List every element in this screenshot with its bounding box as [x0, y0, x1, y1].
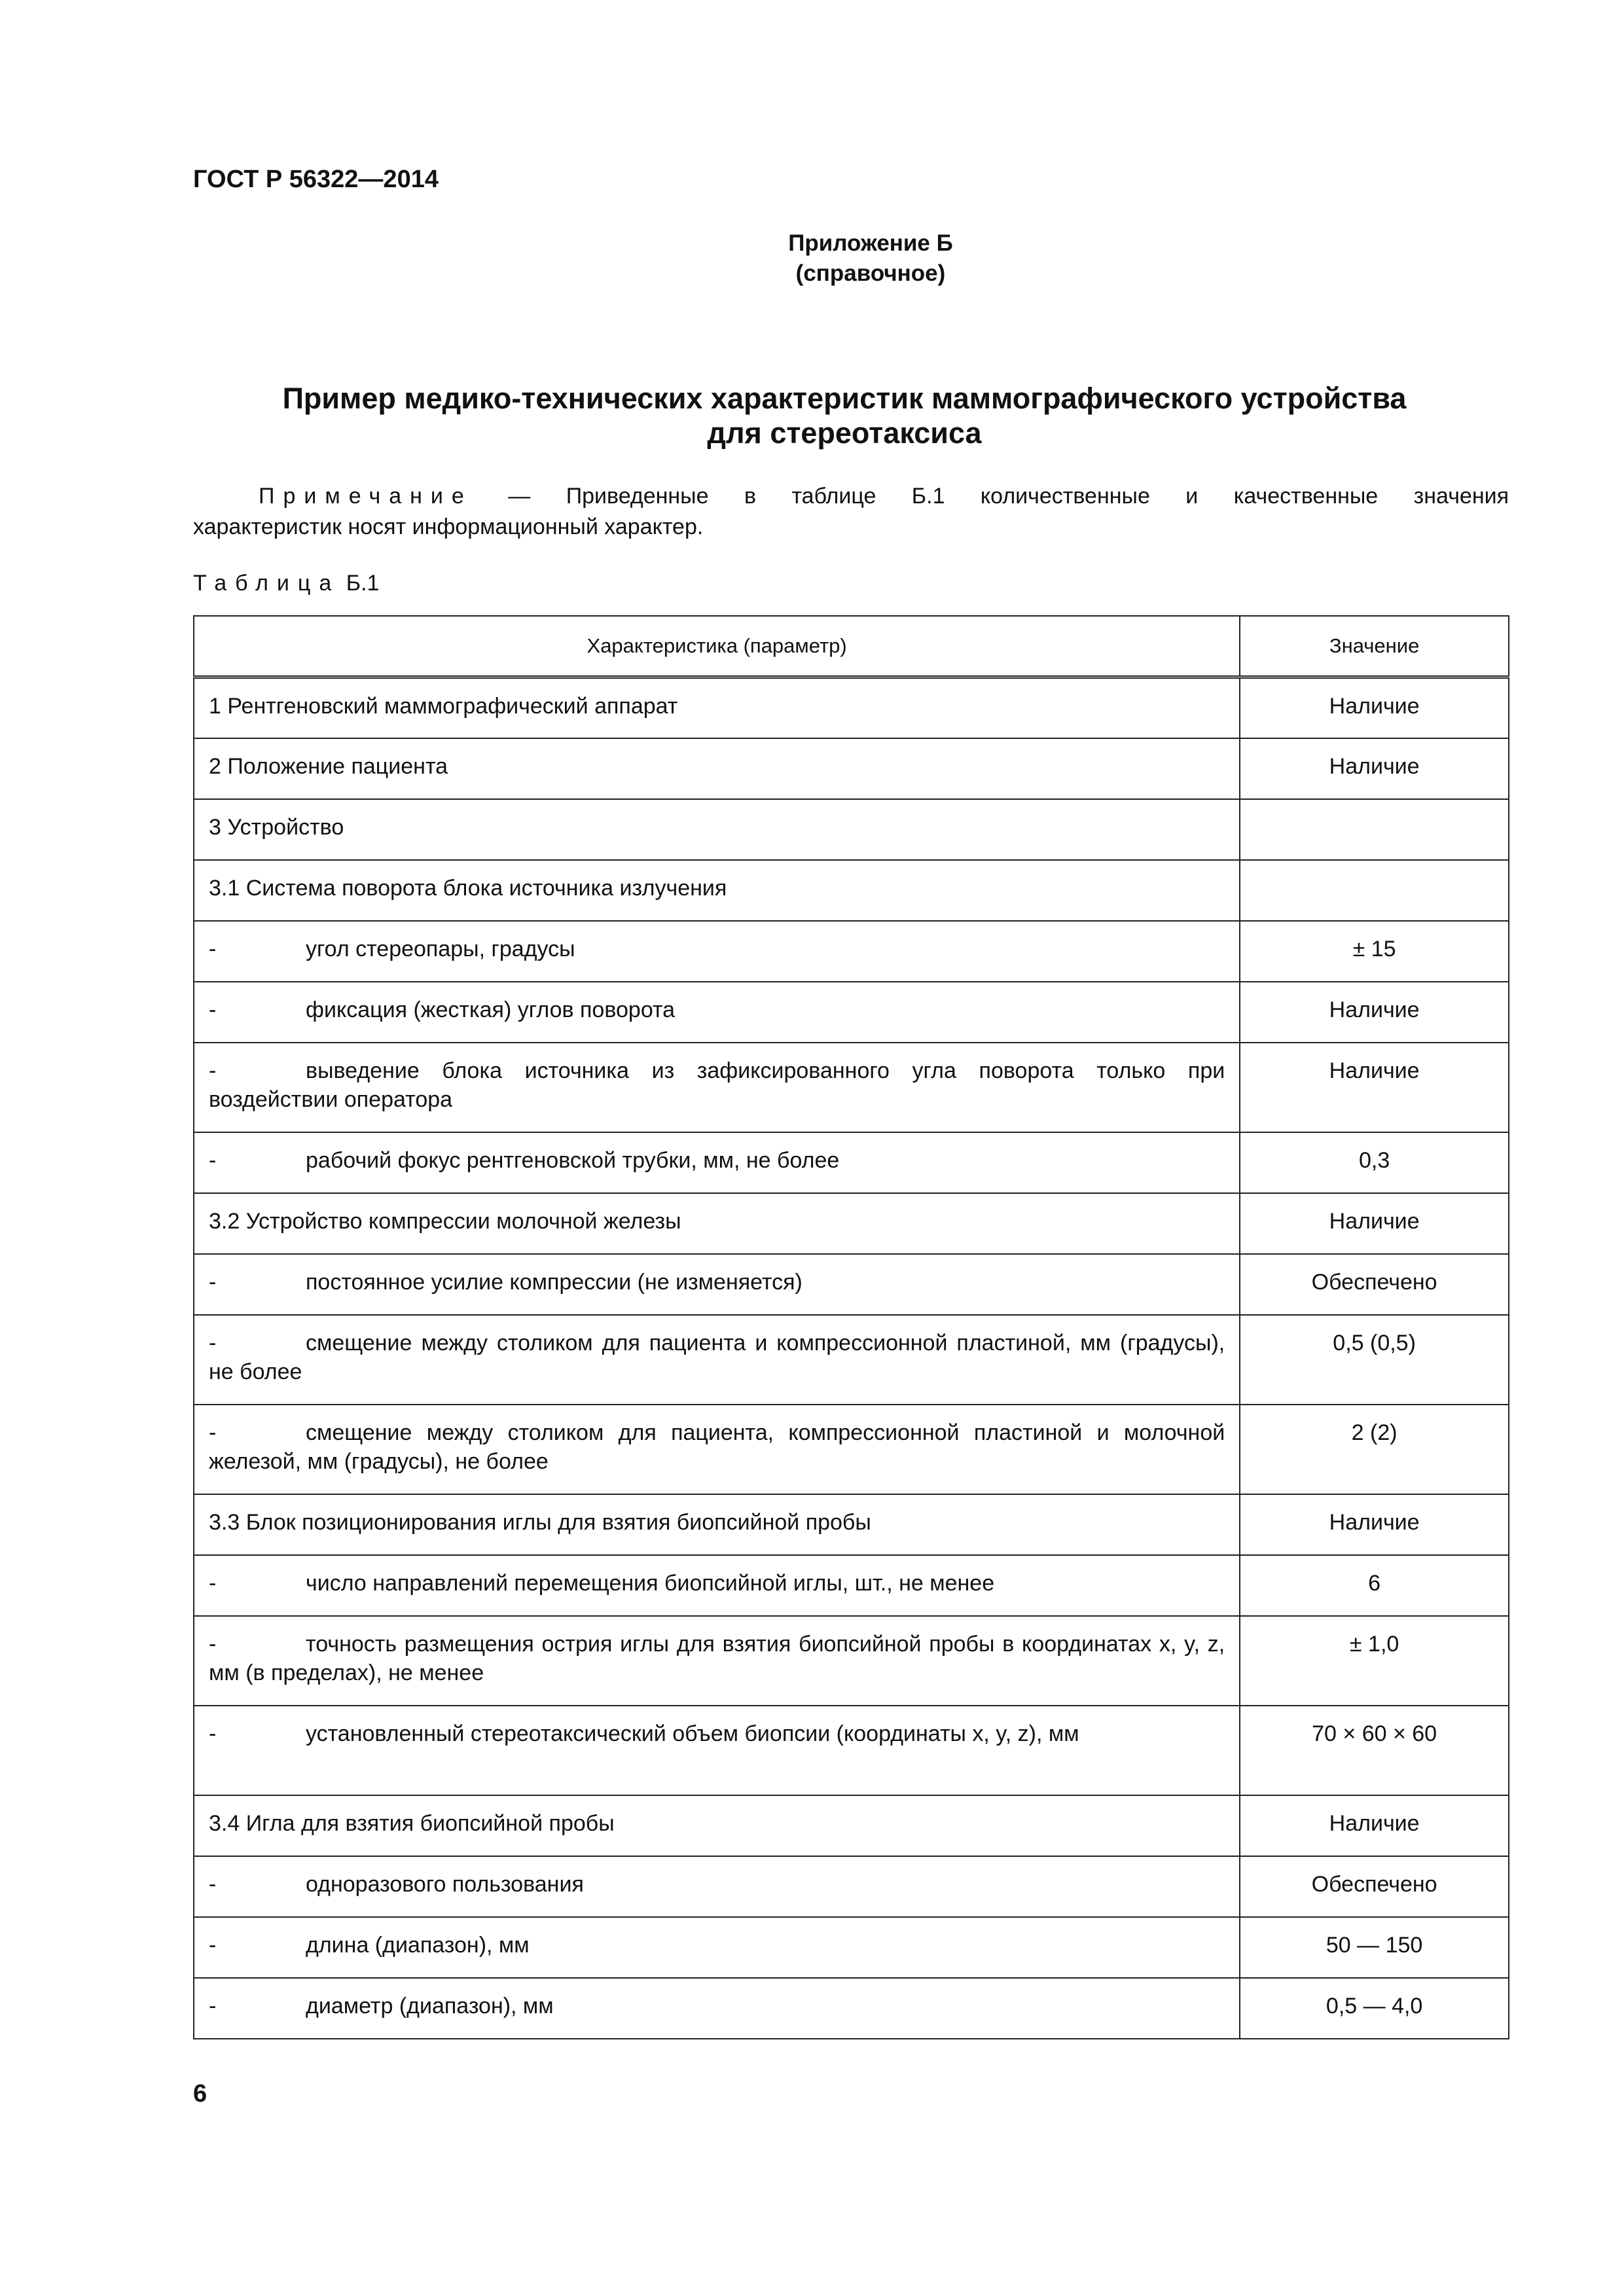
row-value: Наличие [1240, 1043, 1509, 1132]
table-caption-label: Таблица [193, 571, 340, 596]
row-value: Наличие [1240, 677, 1509, 738]
row-dash: - [209, 1570, 217, 1596]
table-caption [193, 571, 379, 596]
row-parameter [194, 1132, 1240, 1193]
table-row [194, 1555, 1509, 1616]
row-parameter-text: рабочий фокус рентгеновской трубки, мм, не более [306, 1147, 840, 1173]
title-line-2: для стереотаксиса [707, 416, 982, 450]
row-parameter [194, 1978, 1240, 2039]
document-id: ГОСТ Р 56322—2014 [193, 166, 439, 193]
note-line-1 [193, 481, 1509, 512]
table-row [194, 860, 1509, 921]
row-parameter [194, 1616, 1240, 1706]
note-label: Примечание [259, 484, 473, 509]
row-value: Наличие [1240, 1795, 1509, 1856]
row-parameter [194, 921, 1240, 982]
row-value: ± 15 [1240, 921, 1509, 982]
row-value: Наличие [1240, 982, 1509, 1043]
row-value: Обеспечено [1240, 1254, 1509, 1315]
note-text: — Приведенные в таблице Б.1 количественные и качественные значения [472, 484, 1509, 509]
row-value: Обеспечено [1240, 1856, 1509, 1917]
row-value: 70 × 60 × 60 [1240, 1706, 1509, 1795]
row-value: 2 (2) [1240, 1405, 1509, 1494]
appendix-kind: (справочное) [795, 260, 946, 286]
title-line-1: Пример медико-технических характеристик маммографического устройства [282, 382, 1407, 415]
row-parameter-text: фиксация (жесткая) углов поворота [306, 997, 676, 1022]
row-parameter: 2 Положение пациента [194, 738, 1240, 799]
row-dash: - [209, 1871, 217, 1897]
row-dash: - [209, 1147, 217, 1173]
row-value: 0,5 (0,5) [1240, 1315, 1509, 1405]
row-dash: - [209, 1330, 217, 1355]
row-parameter-text: установленный стереотаксический объем биопсии (координаты x, y, z), мм [306, 1721, 1079, 1746]
header-value: Значение [1240, 616, 1509, 677]
table-row [194, 677, 1509, 738]
row-parameter [194, 1254, 1240, 1315]
table-body [194, 677, 1509, 2039]
row-parameter: 3 Устройство [194, 799, 1240, 860]
row-value [1240, 860, 1509, 921]
row-parameter-text: диаметр (диапазон), мм [306, 1993, 554, 2018]
row-value: Наличие [1240, 738, 1509, 799]
table-row [194, 982, 1509, 1043]
row-value: 0,5 — 4,0 [1240, 1978, 1509, 2039]
row-parameter-text: смещение между столиком для пациента и компрессионной пластиной, мм (градусы), не более [209, 1330, 1225, 1384]
row-value [1240, 799, 1509, 860]
table-caption-number: Б.1 [340, 571, 380, 596]
appendix-label: Приложение Б [788, 230, 953, 256]
table-row [194, 1254, 1509, 1315]
page-number: 6 [193, 2080, 208, 2108]
row-parameter [194, 1043, 1240, 1132]
table-row [194, 921, 1509, 982]
row-value: 0,3 [1240, 1132, 1509, 1193]
row-value: ± 1,0 [1240, 1616, 1509, 1706]
row-parameter-text: угол стереопары, градусы [306, 936, 575, 961]
row-dash: - [209, 1058, 217, 1083]
row-dash: - [209, 1932, 217, 1958]
row-parameter [194, 1315, 1240, 1405]
row-dash: - [209, 1420, 217, 1445]
header-parameter: Характеристика (параметр) [194, 616, 1240, 677]
row-parameter: 3.4 Игла для взятия биопсийной пробы [194, 1795, 1240, 1856]
row-dash: - [209, 1993, 217, 2018]
row-value: Наличие [1240, 1193, 1509, 1254]
note-line-2: характеристик носят информационный характер. [193, 514, 704, 539]
table-row [194, 1193, 1509, 1254]
document-title [193, 381, 1496, 450]
table-row [194, 1043, 1509, 1132]
row-dash: - [209, 997, 217, 1022]
row-value: 6 [1240, 1555, 1509, 1616]
row-parameter [194, 1555, 1240, 1616]
table-row [194, 1405, 1509, 1494]
table-row [194, 799, 1509, 860]
table-row [194, 738, 1509, 799]
row-value: Наличие [1240, 1494, 1509, 1555]
row-parameter: 3.3 Блок позиционирования иглы для взятия биопсийной пробы [194, 1494, 1240, 1555]
row-parameter: 3.1 Система поворота блока источника излучения [194, 860, 1240, 921]
row-parameter [194, 1856, 1240, 1917]
row-parameter: 1 Рентгеновский маммографический аппарат [194, 677, 1240, 738]
row-value: 50 — 150 [1240, 1917, 1509, 1978]
row-dash: - [209, 1631, 217, 1657]
row-parameter-text: одноразового пользования [306, 1871, 584, 1897]
row-dash: - [209, 936, 217, 961]
table-row [194, 1494, 1509, 1555]
table-row [194, 1315, 1509, 1405]
row-parameter-text: смещение между столиком для пациента, компрессионной пластиной и молочной железой, мм (градусы), не более [209, 1420, 1225, 1474]
table-header-row [194, 616, 1509, 677]
row-parameter [194, 1706, 1240, 1795]
table-row [194, 1978, 1509, 2039]
note [193, 481, 1509, 543]
row-parameter [194, 982, 1240, 1043]
row-parameter [194, 1405, 1240, 1494]
row-parameter-text: число направлений перемещения биопсийной иглы, шт., не менее [306, 1570, 995, 1596]
row-parameter-text: длина (диапазон), мм [306, 1932, 530, 1958]
row-parameter-text: постоянное усилие компрессии (не изменяется) [306, 1269, 803, 1295]
spec-table [193, 615, 1509, 2039]
row-dash: - [209, 1721, 217, 1746]
table-row [194, 1795, 1509, 1856]
row-parameter: 3.2 Устройство компрессии молочной железы [194, 1193, 1240, 1254]
row-dash: - [209, 1269, 217, 1295]
table-row [194, 1616, 1509, 1706]
row-parameter-text: точность размещения острия иглы для взятия биопсийной пробы в координатах x, y, z, мм (в пределах), не менее [209, 1631, 1225, 1685]
table-row [194, 1706, 1509, 1795]
row-parameter [194, 1917, 1240, 1978]
row-parameter-text: выведение блока источника из зафиксированного угла поворота только при воздействии оператора [209, 1058, 1225, 1112]
table-row [194, 1132, 1509, 1193]
table-row [194, 1917, 1509, 1978]
table-row [194, 1856, 1509, 1917]
